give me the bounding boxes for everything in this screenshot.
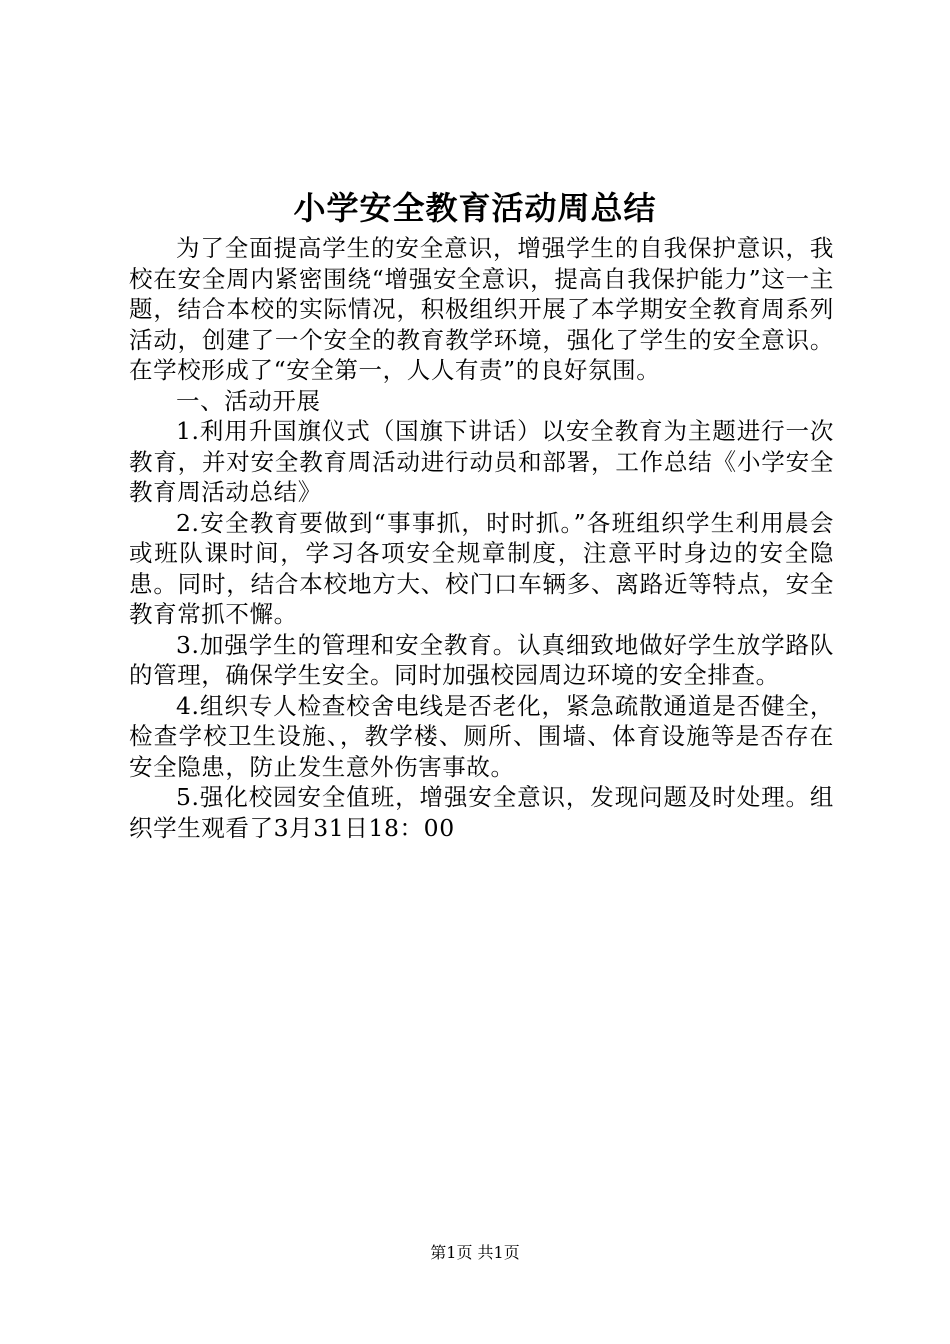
activity-item-2: 2.安全教育要做到“事事抓，时时抓。”各班组织学生利用晨会或班队课时间，学习各项安全规章制度，注意平时身边的安全隐患。同时，结合本校地方大、校门口车辆多、离路近等特点，安全教育常抓不懈。 — [129, 508, 834, 628]
activity-item-5: 5.强化校园安全值班，增强安全意识，发现问题及时处理。组织学生观看了3月31日18：00 — [129, 783, 834, 842]
page-footer: 第1页 共1页 — [430, 1243, 520, 1262]
activity-item-3: 3.加强学生的管理和安全教育。认真细致地做好学生放学路队的管理，确保学生安全。同时加强校园周边环境的安全排查。 — [129, 630, 834, 689]
activity-item-1: 1.利用升国旗仪式（国旗下讲话）以安全教育为主题进行一次教育，并对安全教育周活动进行动员和部署，工作总结《小学安全教育周活动总结》 — [129, 417, 834, 506]
section-heading-activities: 一、活动开展 — [176, 386, 321, 415]
document-title: 小学安全教育活动周总结 — [293, 189, 657, 227]
activity-item-4: 4.组织专人检查校舍电线是否老化，紧急疏散通道是否健全，检查学校卫生设施、，教学楼、厕所、围墙、体育设施等是否存在安全隐患，防止发生意外伤害事故。 — [129, 691, 834, 781]
intro-paragraph: 为了全面提高学生的安全意识，增强学生的自我保护意识，我校在安全周内紧密围绕“增强安全意识，提高自我保护能力”这一主题，结合本校的实际情况，积极组织开展了本学期安全教育周系列活动，创建了一个安全的教育教学环境，强化了学生的安全意识。在学校形成了“安全第一，人人有责”的良好氛围。 — [129, 234, 834, 384]
document-body — [129, 233, 834, 843]
